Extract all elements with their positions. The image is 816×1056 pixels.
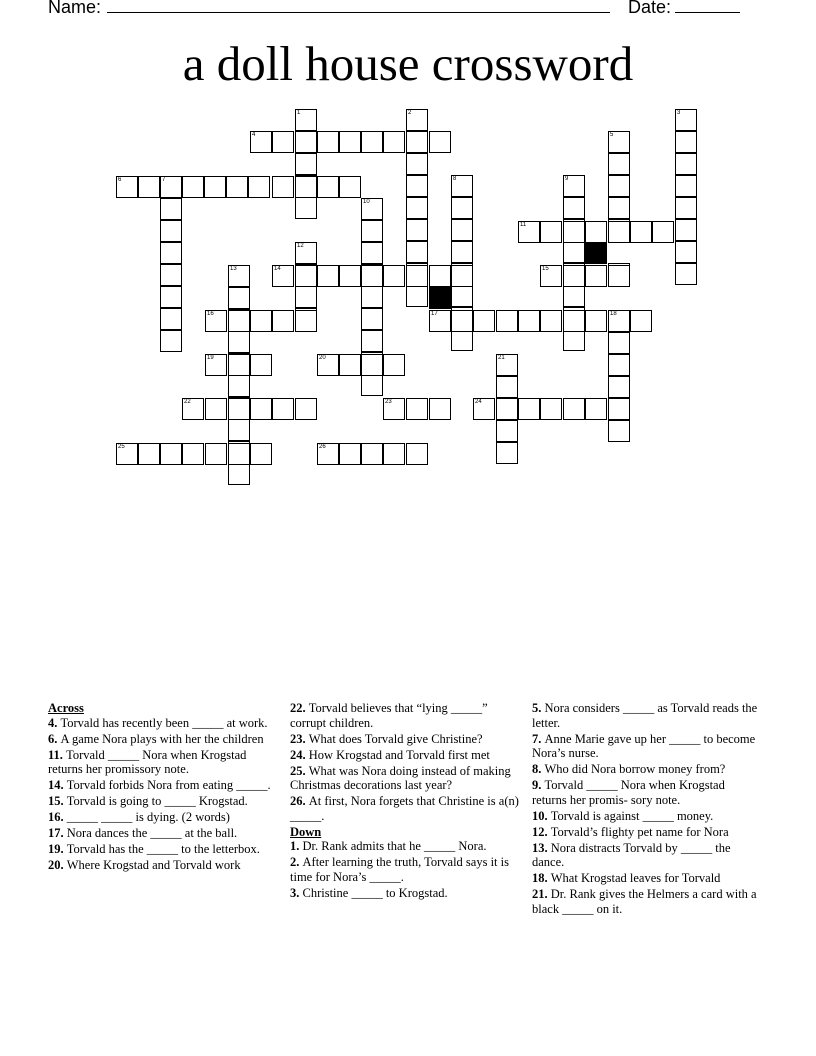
clue-number-label: 25. bbox=[290, 763, 309, 778]
clue-text: Where Krogstad and Torvald work bbox=[66, 858, 241, 872]
clue-item bbox=[532, 887, 762, 916]
clue-item bbox=[48, 842, 278, 857]
grid-cell[interactable] bbox=[563, 241, 585, 263]
clue-number: 3 bbox=[677, 110, 681, 116]
grid-cell[interactable] bbox=[585, 221, 607, 243]
clue-text: Torvald believes that “lying _____” corrupt children. bbox=[290, 701, 488, 730]
clue-item bbox=[48, 810, 278, 825]
black-cell bbox=[585, 242, 607, 264]
grid-cell[interactable] bbox=[339, 443, 361, 465]
clues-column-1 bbox=[48, 701, 278, 874]
clue-number-label: 10. bbox=[532, 808, 551, 823]
grid-cell[interactable] bbox=[250, 310, 272, 332]
clue-text: Torvald is going to _____ Krogstad. bbox=[66, 794, 248, 808]
grid-cell[interactable] bbox=[406, 109, 428, 131]
grid-cell[interactable] bbox=[250, 131, 272, 153]
clue-number-label: 24. bbox=[290, 747, 309, 762]
clue-number-label: 7. bbox=[532, 731, 545, 746]
clue-number: 16 bbox=[207, 311, 214, 317]
grid-cell[interactable] bbox=[138, 443, 160, 465]
clue-number: 18 bbox=[610, 311, 617, 317]
grid-cell[interactable] bbox=[496, 376, 518, 398]
grid-cell[interactable] bbox=[406, 285, 428, 307]
grid-cell[interactable] bbox=[451, 219, 473, 241]
clue-number: 24 bbox=[475, 399, 482, 405]
grid-cell[interactable] bbox=[451, 197, 473, 219]
grid-cell[interactable] bbox=[361, 286, 383, 308]
grid-cell[interactable] bbox=[496, 420, 518, 442]
clue-number-label: 16. bbox=[48, 810, 67, 824]
grid-cell[interactable] bbox=[361, 374, 383, 396]
grid-cell[interactable] bbox=[160, 286, 182, 308]
clue-text: Dr. Rank gives the Helmers a card with a black _____ on it. bbox=[532, 887, 757, 916]
clue-number-label: 14. bbox=[48, 778, 67, 792]
grid-cell[interactable] bbox=[608, 175, 630, 197]
grid-cell[interactable] bbox=[317, 354, 339, 376]
clue-number: 7 bbox=[162, 177, 166, 183]
grid-cell[interactable] bbox=[361, 131, 383, 153]
grid-cell[interactable] bbox=[248, 176, 270, 198]
grid-cell[interactable] bbox=[429, 398, 451, 420]
clue-item bbox=[290, 732, 520, 747]
clue-number: 14 bbox=[274, 266, 281, 272]
grid-cell[interactable] bbox=[540, 265, 562, 287]
grid-cell[interactable] bbox=[675, 175, 697, 197]
grid-cell[interactable] bbox=[383, 398, 405, 420]
clue-number: 10 bbox=[363, 199, 370, 205]
clue-number-label: 26. bbox=[290, 794, 309, 808]
down-heading: Down bbox=[290, 824, 322, 839]
grid-cell[interactable] bbox=[228, 419, 250, 441]
clue-number: 19 bbox=[207, 355, 214, 361]
grid-cell[interactable] bbox=[585, 310, 607, 332]
clue-number: 26 bbox=[319, 444, 326, 450]
grid-cell[interactable] bbox=[675, 131, 697, 153]
clue-number: 11 bbox=[520, 222, 527, 228]
grid-cell[interactable] bbox=[406, 197, 428, 219]
clue-item bbox=[290, 886, 520, 901]
grid-cell[interactable] bbox=[406, 265, 428, 287]
grid-cell[interactable] bbox=[585, 398, 607, 420]
clue-number: 15 bbox=[542, 266, 549, 272]
grid-cell[interactable] bbox=[228, 310, 250, 332]
grid-cell[interactable] bbox=[160, 308, 182, 330]
clue-text: How Krogstad and Torvald first met bbox=[308, 747, 490, 762]
grid-cell[interactable] bbox=[228, 463, 250, 485]
grid-cell[interactable] bbox=[160, 198, 182, 220]
grid-cell[interactable] bbox=[608, 265, 630, 287]
clue-item bbox=[290, 839, 520, 854]
grid-cell[interactable] bbox=[563, 285, 585, 307]
grid-cell[interactable] bbox=[250, 354, 272, 376]
grid-cell[interactable] bbox=[339, 354, 361, 376]
grid-cell[interactable] bbox=[317, 443, 339, 465]
grid-cell[interactable] bbox=[383, 443, 405, 465]
grid-cell[interactable] bbox=[160, 264, 182, 286]
grid-cell[interactable] bbox=[608, 354, 630, 376]
grid-cell[interactable] bbox=[116, 443, 138, 465]
clue-number-label: 22. bbox=[290, 701, 309, 715]
grid-cell[interactable] bbox=[675, 197, 697, 219]
grid-cell[interactable] bbox=[160, 443, 182, 465]
grid-cell[interactable] bbox=[182, 176, 204, 198]
clue-item bbox=[48, 716, 278, 731]
grid-cell[interactable] bbox=[226, 176, 248, 198]
clue-number-label: 5. bbox=[532, 701, 545, 715]
crossword-grid bbox=[0, 0, 816, 520]
clue-number: 12 bbox=[297, 243, 304, 249]
clue-text: Who did Nora borrow money from? bbox=[544, 762, 726, 776]
clue-text: Christine _____ to Krogstad. bbox=[302, 885, 448, 900]
grid-cell[interactable] bbox=[228, 375, 250, 397]
clue-number: 13 bbox=[230, 266, 237, 272]
grid-cell[interactable] bbox=[228, 331, 250, 353]
clue-item bbox=[532, 825, 762, 840]
grid-cell[interactable] bbox=[585, 265, 607, 287]
grid-cell[interactable] bbox=[339, 265, 361, 287]
grid-cell[interactable] bbox=[160, 220, 182, 242]
clue-number-label: 23. bbox=[290, 731, 309, 746]
grid-cell[interactable] bbox=[406, 175, 428, 197]
clue-text: Torvald has recently been _____ at work. bbox=[60, 715, 268, 730]
grid-cell[interactable] bbox=[496, 442, 518, 464]
clue-item bbox=[48, 732, 278, 747]
clue-text: Dr. Rank admits that he _____ Nora. bbox=[302, 839, 487, 853]
grid-cell[interactable] bbox=[540, 310, 562, 332]
grid-cell[interactable] bbox=[295, 242, 317, 264]
clue-number: 9 bbox=[565, 176, 569, 182]
grid-cell[interactable] bbox=[563, 329, 585, 351]
clue-number: 23 bbox=[385, 399, 392, 405]
grid-cell[interactable] bbox=[228, 287, 250, 309]
grid-cell[interactable] bbox=[675, 109, 697, 131]
grid-cell[interactable] bbox=[608, 153, 630, 175]
grid-cell[interactable] bbox=[652, 221, 674, 243]
clue-item bbox=[532, 762, 762, 777]
grid-cell[interactable] bbox=[182, 443, 204, 465]
clue-item bbox=[290, 794, 520, 823]
grid-cell[interactable] bbox=[295, 109, 317, 131]
clue-item bbox=[532, 871, 762, 886]
grid-cell[interactable] bbox=[473, 398, 495, 420]
grid-cell[interactable] bbox=[339, 131, 361, 153]
grid-cell[interactable] bbox=[205, 354, 227, 376]
grid-cell[interactable] bbox=[608, 376, 630, 398]
clue-number: 8 bbox=[453, 176, 457, 182]
clue-item bbox=[532, 778, 762, 807]
black-cell bbox=[429, 287, 451, 309]
clue-number-label: 12. bbox=[532, 824, 551, 839]
clue-number-label: 20. bbox=[48, 858, 67, 872]
grid-cell[interactable] bbox=[317, 131, 339, 153]
grid-cell[interactable] bbox=[608, 197, 630, 219]
grid-cell[interactable] bbox=[563, 221, 585, 243]
clue-item bbox=[532, 701, 762, 730]
clue-number: 6 bbox=[118, 177, 122, 183]
clue-text: Torvald forbids Nora from eating _____. bbox=[66, 778, 271, 792]
clue-number: 22 bbox=[184, 399, 191, 405]
grid-cell[interactable] bbox=[608, 398, 630, 420]
clues-column-3 bbox=[532, 701, 762, 918]
grid-cell[interactable] bbox=[204, 176, 226, 198]
grid-cell[interactable] bbox=[451, 310, 473, 332]
clue-number-label: 3. bbox=[290, 885, 303, 900]
grid-cell[interactable] bbox=[317, 176, 339, 198]
grid-cell[interactable] bbox=[116, 176, 138, 198]
grid-cell[interactable] bbox=[272, 176, 294, 198]
grid-cell[interactable] bbox=[406, 153, 428, 175]
grid-cell[interactable] bbox=[496, 310, 518, 332]
grid-cell[interactable] bbox=[160, 330, 182, 352]
clue-text: Nora considers _____ as Torvald reads the letter. bbox=[532, 701, 758, 730]
clue-item bbox=[532, 809, 762, 824]
clue-item bbox=[48, 826, 278, 841]
clue-item bbox=[48, 748, 278, 777]
grid-cell[interactable] bbox=[540, 221, 562, 243]
name-label: Name: bbox=[48, 0, 102, 17]
grid-cell[interactable] bbox=[228, 398, 250, 420]
grid-cell[interactable] bbox=[429, 265, 451, 287]
clue-number: 20 bbox=[319, 355, 326, 361]
grid-cell[interactable] bbox=[182, 398, 204, 420]
clue-text: What was Nora doing instead of making Christmas decorations last year? bbox=[290, 763, 511, 792]
clue-number: 5 bbox=[610, 132, 614, 138]
grid-cell[interactable] bbox=[228, 443, 250, 465]
grid-cell[interactable] bbox=[361, 354, 383, 376]
grid-cell[interactable] bbox=[295, 153, 317, 175]
grid-cell[interactable] bbox=[451, 285, 473, 307]
grid-cell[interactable] bbox=[406, 131, 428, 153]
grid-cell[interactable] bbox=[295, 131, 317, 153]
clue-text: Torvald is against _____ money. bbox=[550, 808, 714, 823]
grid-cell[interactable] bbox=[361, 443, 383, 465]
grid-cell[interactable] bbox=[250, 443, 272, 465]
grid-cell[interactable] bbox=[518, 398, 540, 420]
clue-number-label: 17. bbox=[48, 826, 67, 840]
clue-text: After learning the truth, Torvald says it is time for Nora’s _____. bbox=[290, 855, 509, 884]
clue-text: A game Nora plays with her the children bbox=[60, 731, 264, 746]
clue-item bbox=[48, 858, 278, 873]
clue-number: 25 bbox=[118, 444, 125, 450]
grid-cell[interactable] bbox=[608, 310, 630, 332]
grid-cell[interactable] bbox=[518, 310, 540, 332]
grid-cell[interactable] bbox=[272, 265, 294, 287]
grid-cell[interactable] bbox=[540, 398, 562, 420]
grid-cell[interactable] bbox=[205, 398, 227, 420]
grid-cell[interactable] bbox=[451, 329, 473, 351]
clue-number-label: 9. bbox=[532, 778, 545, 792]
clues-column-2 bbox=[290, 701, 520, 902]
grid-cell[interactable] bbox=[563, 310, 585, 332]
grid-cell[interactable] bbox=[383, 131, 405, 153]
grid-cell[interactable] bbox=[361, 308, 383, 330]
clue-item bbox=[48, 794, 278, 809]
grid-cell[interactable] bbox=[361, 198, 383, 220]
grid-cell[interactable] bbox=[295, 265, 317, 287]
clue-number-label: 4. bbox=[48, 715, 61, 730]
clue-number-label: 6. bbox=[48, 731, 61, 746]
grid-cell[interactable] bbox=[630, 310, 652, 332]
grid-cell[interactable] bbox=[160, 242, 182, 264]
clue-number: 4 bbox=[252, 132, 256, 138]
grid-cell[interactable] bbox=[406, 219, 428, 241]
clue-number: 21 bbox=[498, 355, 505, 361]
grid-cell[interactable] bbox=[563, 265, 585, 287]
grid-cell[interactable] bbox=[630, 221, 652, 243]
grid-cell[interactable] bbox=[563, 197, 585, 219]
grid-cell[interactable] bbox=[563, 398, 585, 420]
grid-cell[interactable] bbox=[563, 175, 585, 197]
grid-cell[interactable] bbox=[608, 221, 630, 243]
grid-cell[interactable] bbox=[138, 176, 160, 198]
grid-cell[interactable] bbox=[383, 354, 405, 376]
grid-cell[interactable] bbox=[272, 310, 294, 332]
clue-number-label: 18. bbox=[532, 871, 551, 885]
clue-number: 17 bbox=[431, 311, 438, 317]
clue-number: 1 bbox=[297, 110, 301, 116]
clue-item bbox=[290, 764, 520, 793]
clue-number-label: 13. bbox=[532, 840, 551, 855]
grid-cell[interactable] bbox=[608, 332, 630, 354]
grid-cell[interactable] bbox=[406, 443, 428, 465]
grid-cell[interactable] bbox=[608, 420, 630, 442]
grid-cell[interactable] bbox=[205, 443, 227, 465]
grid-cell[interactable] bbox=[228, 265, 250, 287]
clue-number-label: 15. bbox=[48, 794, 67, 808]
grid-cell[interactable] bbox=[429, 310, 451, 332]
grid-cell[interactable] bbox=[496, 398, 518, 420]
grid-cell[interactable] bbox=[675, 241, 697, 263]
grid-cell[interactable] bbox=[361, 330, 383, 352]
clue-text: _____ _____ is dying. (2 words) bbox=[66, 810, 230, 824]
grid-cell[interactable] bbox=[295, 286, 317, 308]
grid-cell[interactable] bbox=[361, 242, 383, 264]
clue-text: Nora dances the _____ at the ball. bbox=[66, 826, 238, 840]
clue-text: Nora distracts Torvald by _____ the dance. bbox=[532, 840, 731, 869]
grid-cell[interactable] bbox=[205, 310, 227, 332]
grid-cell[interactable] bbox=[675, 219, 697, 241]
grid-cell[interactable] bbox=[451, 241, 473, 263]
grid-cell[interactable] bbox=[429, 131, 451, 153]
grid-cell[interactable] bbox=[383, 265, 405, 287]
clue-number: 2 bbox=[408, 110, 412, 116]
grid-cell[interactable] bbox=[295, 197, 317, 219]
clue-text: Anne Marie gave up her _____ to become Nora’s nurse. bbox=[532, 731, 756, 760]
grid-cell[interactable] bbox=[496, 354, 518, 376]
grid-cell[interactable] bbox=[406, 241, 428, 263]
clue-number-label: 8. bbox=[532, 762, 545, 776]
clue-text: What does Torvald give Christine? bbox=[308, 731, 483, 746]
grid-cell[interactable] bbox=[451, 175, 473, 197]
grid-cell[interactable] bbox=[250, 398, 272, 420]
clue-text: Torvald’s flighty pet name for Nora bbox=[550, 824, 729, 839]
grid-cell[interactable] bbox=[160, 176, 182, 198]
grid-cell[interactable] bbox=[608, 131, 630, 153]
grid-cell[interactable] bbox=[518, 221, 540, 243]
clue-number-label: 11. bbox=[48, 747, 67, 762]
grid-cell[interactable] bbox=[675, 263, 697, 285]
clue-text: At first, Nora forgets that Christine is a(n) _____. bbox=[290, 794, 519, 823]
clue-text: Torvald has the _____ to the letterbox. bbox=[66, 842, 260, 856]
grid-cell[interactable] bbox=[272, 131, 294, 153]
clue-item bbox=[532, 732, 762, 761]
page-title: a doll house crossword bbox=[182, 36, 634, 91]
grid-cell[interactable] bbox=[228, 354, 250, 376]
clue-text: What Krogstad leaves for Torvald bbox=[550, 871, 721, 885]
grid-cell[interactable] bbox=[451, 265, 473, 287]
clue-item bbox=[532, 841, 762, 870]
grid-cell[interactable] bbox=[675, 153, 697, 175]
clue-item bbox=[290, 855, 520, 884]
grid-cell[interactable] bbox=[295, 176, 317, 198]
clue-text: Torvald _____ Nora when Krogstad returns her promis- sory note. bbox=[532, 778, 725, 807]
date-label: Date: bbox=[628, 0, 672, 17]
grid-cell[interactable] bbox=[272, 398, 294, 420]
across-heading: Across bbox=[48, 701, 84, 715]
clue-item bbox=[48, 778, 278, 793]
grid-cell[interactable] bbox=[317, 265, 339, 287]
grid-cell[interactable] bbox=[295, 310, 317, 332]
clue-number-label: 2. bbox=[290, 855, 303, 869]
clue-text: Torvald _____ Nora when Krogstad returns her promissory note. bbox=[48, 747, 247, 776]
clue-number-label: 1. bbox=[290, 839, 303, 853]
clue-item bbox=[290, 748, 520, 763]
grid-cell[interactable] bbox=[473, 310, 495, 332]
grid-cell[interactable] bbox=[339, 176, 361, 198]
clue-number-label: 21. bbox=[532, 887, 551, 901]
grid-cell[interactable] bbox=[406, 398, 428, 420]
grid-cell[interactable] bbox=[361, 220, 383, 242]
grid-cell[interactable] bbox=[295, 398, 317, 420]
clue-item bbox=[290, 701, 520, 730]
grid-cell[interactable] bbox=[361, 265, 383, 287]
clue-number-label: 19. bbox=[48, 842, 67, 856]
